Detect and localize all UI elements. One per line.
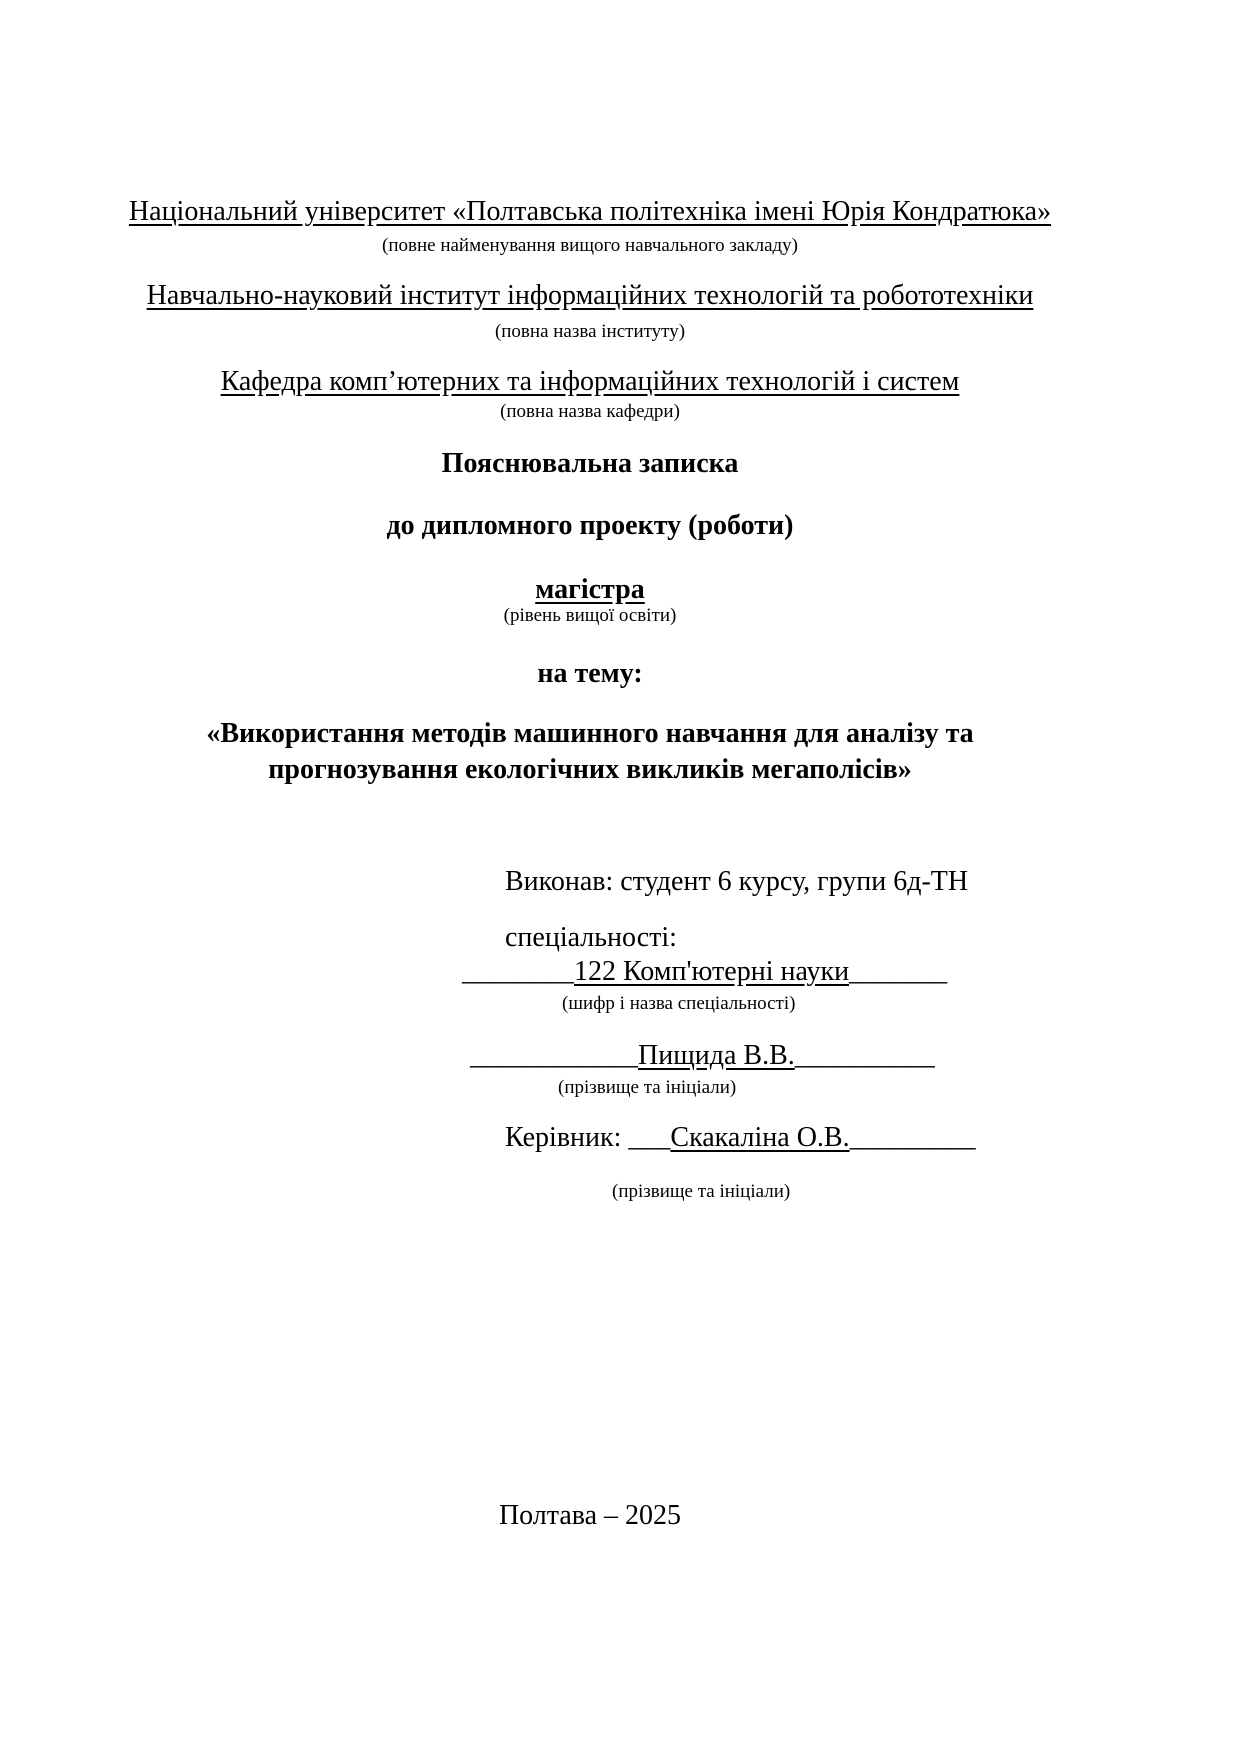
- student-caption: (прізвище та ініціали): [558, 1077, 737, 1098]
- student-fill-line: [470, 1040, 935, 1072]
- supervisor-fill-line: [505, 1122, 976, 1154]
- performed-by-line: Виконав: студент 6 курсу, групи 6д-ТН: [505, 866, 969, 897]
- document-subtitle: до дипломного проекту (роботи): [386, 510, 794, 541]
- specialty-underscore-prefix: ________: [462, 956, 574, 987]
- topic-line-2: прогнозування екологічних викликів мегаполісів»: [268, 754, 912, 785]
- specialty-caption: (шифр і назва спеціальності): [562, 993, 796, 1014]
- student-underscore-prefix: ____________: [470, 1040, 638, 1071]
- supervisor-caption: (прізвище та ініціали): [612, 1181, 791, 1202]
- specialty-underscore-suffix: _______: [849, 956, 948, 987]
- city-year-footer: Полтава – 2025: [498, 1500, 682, 1531]
- department-name: Кафедра комп’ютерних та інформаційних технологій і систем: [220, 366, 960, 397]
- topic-label: на тему:: [537, 658, 643, 689]
- document-title: Пояснювальна записка: [441, 448, 739, 479]
- supervisor-underscore-prefix: ___: [628, 1122, 671, 1153]
- institute-name: Навчально-науковий інститут інформаційних технологій та робототехніки: [146, 280, 1034, 311]
- university-name: Національний університет «Полтавська політехніка імені Юрія Кондратюка»: [128, 196, 1052, 227]
- supervisor-label: Керівник:: [505, 1122, 629, 1153]
- department-caption: (повна назва кафедри): [500, 401, 680, 422]
- supervisor-underscore-suffix: _________: [849, 1122, 976, 1153]
- specialty-value: 122 Комп'ютерні науки: [574, 956, 850, 987]
- student-underscore-suffix: __________: [794, 1040, 935, 1071]
- supervisor-name: Скакаліна О.В.: [670, 1122, 850, 1153]
- specialty-fill-line: [462, 956, 947, 988]
- degree-level: магістра: [535, 574, 645, 605]
- specialty-label: спеціальності:: [505, 922, 677, 953]
- university-caption: (повне найменування вищого навчального закладу): [382, 235, 798, 256]
- degree-caption: (рівень вищої освіти): [503, 605, 677, 626]
- student-name: Пищида В.В.: [638, 1040, 795, 1071]
- institute-caption: (повна назва інституту): [494, 321, 686, 342]
- topic-line-1: «Використання методів машинного навчання для аналізу та: [206, 718, 974, 749]
